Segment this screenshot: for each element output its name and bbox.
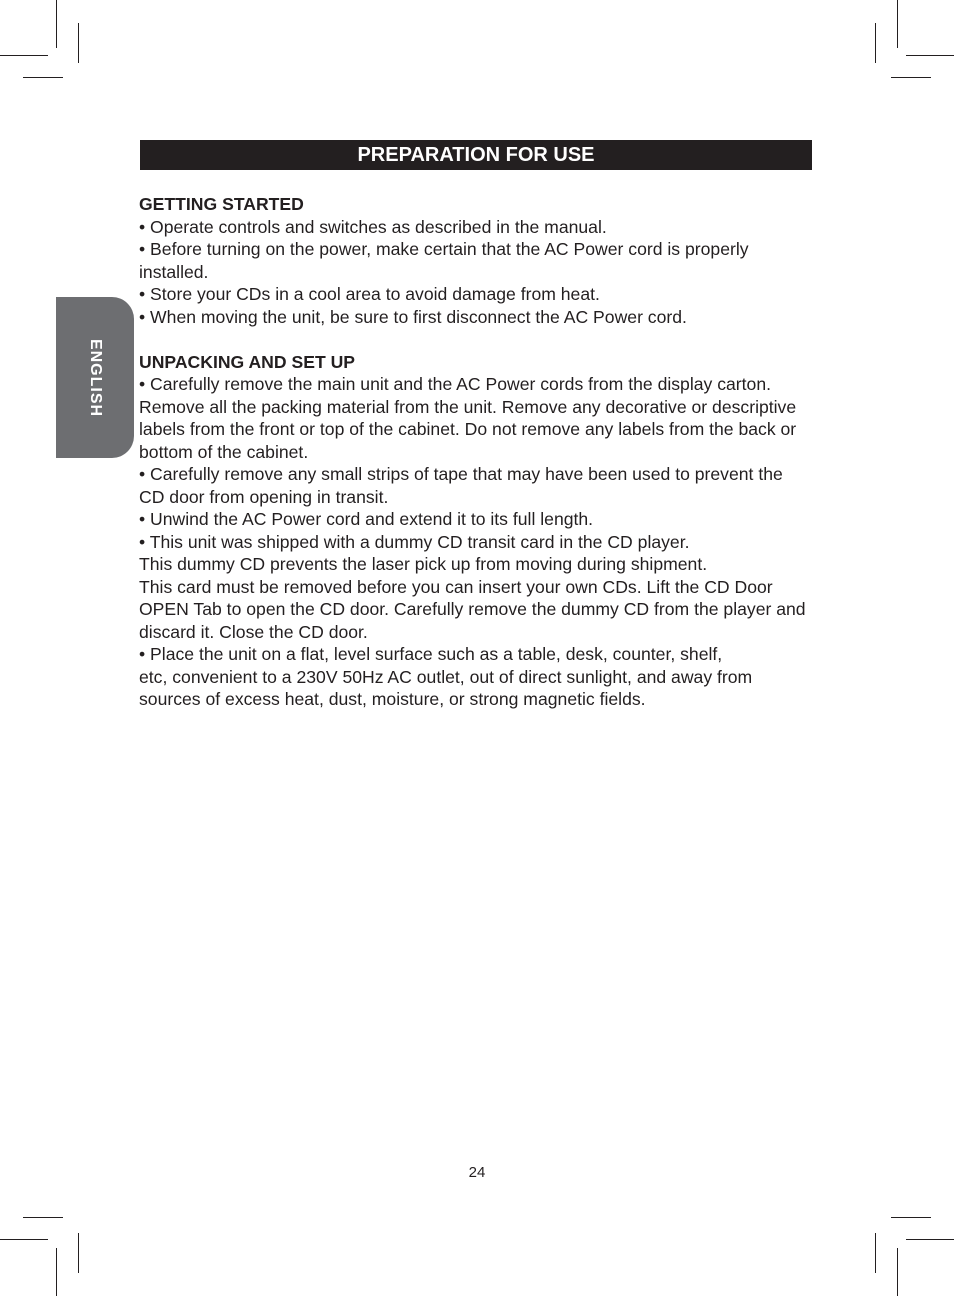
crop-mark	[78, 1233, 79, 1273]
crop-mark	[897, 0, 898, 48]
paragraph: • Store your CDs in a cool area to avoid damage from heat.	[139, 284, 600, 304]
paragraph: etc, convenient to a 230V 50Hz AC outlet, out of direct sunlight, and away from sources of excess heat, dust, moisture, or strong magnetic fields.	[139, 666, 753, 709]
crop-mark	[875, 23, 876, 63]
language-tab	[56, 297, 134, 458]
page-content	[139, 193, 819, 711]
crop-mark	[78, 23, 79, 63]
crop-mark	[0, 1239, 48, 1240]
paragraph: • Operate controls and switches as described in the manual.	[139, 216, 607, 237]
crop-mark	[875, 1233, 876, 1273]
language-tab-label: ENGLISH	[87, 338, 104, 417]
crop-mark	[906, 1239, 954, 1240]
page-number: 24	[468, 1164, 486, 1181]
paragraph: This dummy CD prevents the laser pick up from moving during shipment.	[139, 554, 708, 574]
paragraph: This card must be removed before you can insert your own CDs. Lift the CD Door OPEN Tab to open the CD door. Carefully remove the dummy CD from the player and discard it. Close the CD door.	[139, 576, 806, 642]
paragraph: • Carefully remove any small strips of tape that may have been used to prevent the CD door from opening in transit.	[139, 464, 783, 507]
crop-mark	[23, 1217, 63, 1218]
crop-mark	[56, 1248, 57, 1296]
getting-started-heading: GETTING STARTED	[139, 194, 304, 214]
paragraph: • Unwind the AC Power cord and extend it to its full length.	[139, 509, 594, 529]
crop-mark	[56, 0, 57, 48]
crop-mark	[23, 77, 63, 78]
paragraph: • Before turning on the power, make certain that the AC Power cord is properly installed.	[139, 239, 749, 282]
crop-mark	[0, 55, 48, 56]
section-title: PREPARATION FOR USE	[140, 140, 812, 170]
crop-mark	[906, 55, 954, 56]
crop-mark	[891, 77, 931, 78]
paragraph: • This unit was shipped with a dummy CD transit card in the CD player.	[139, 531, 690, 552]
crop-mark	[891, 1217, 931, 1218]
paragraph: • When moving the unit, be sure to first disconnect the AC Power cord.	[139, 306, 687, 327]
spacer	[139, 328, 819, 351]
paragraph: • Place the unit on a flat, level surface such as a table, desk, counter, shelf,	[139, 644, 723, 664]
unpacking-heading: UNPACKING AND SET UP	[139, 351, 356, 372]
crop-mark	[897, 1248, 898, 1296]
paragraph: • Carefully remove the main unit and the AC Power cords from the display carton. Remove all the packing material from the unit. Remove any decorative or descriptive labels from the front or top of the cabinet. Do not remove any labels from the back or bottom of the cabinet.	[139, 374, 797, 462]
